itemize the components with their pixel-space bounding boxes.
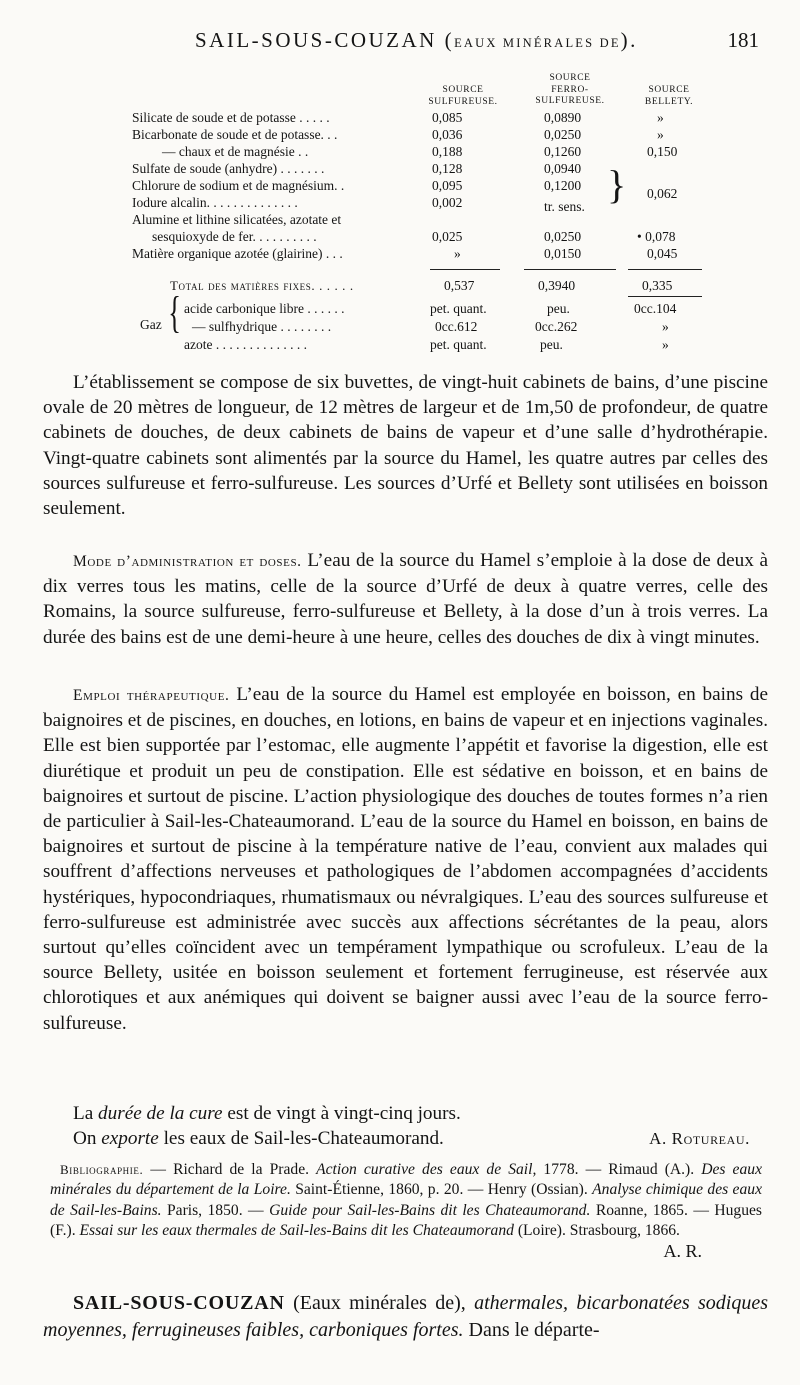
column-header-bellety — [634, 85, 704, 108]
row-label: Alumine et lithine silicatées, azotate et — [132, 212, 342, 227]
column-header-line: SULFUREUSE. — [535, 96, 605, 106]
cell-sulfureuse: 0,188 — [432, 144, 463, 159]
cell-bellety: » — [662, 319, 669, 334]
cell-ferro: 0,1260 — [544, 144, 582, 159]
text: est de vingt à vingt-cinq jours. — [222, 1103, 461, 1124]
bibliography-heading: Bibliographie. — [60, 1162, 144, 1177]
cell-sulfureuse: 0,095 — [432, 178, 463, 193]
cell-sulfureuse: 0cc.612 — [435, 319, 478, 334]
text: La — [73, 1103, 99, 1124]
cell-ferro: 0,0250 — [544, 229, 582, 244]
cell-sulfureuse: pet. quant. — [430, 337, 487, 352]
section-heading: Emploi thérapeutique. — [73, 687, 230, 704]
italic-title: Action curative des eaux de Sail, — [316, 1161, 537, 1178]
paragraph-text: L’eau de la source du Hamel est employée en boisson, en bains de baignoires et de piscines, en douches, en lotions, en bains de vapeur et en injections vaginales. Elle est bien supportée par l’estomac, elle augmente l’appétit et favorise la digestion, elle est diurétique et produit un peu de constipation. Elle est sédative en boisson, et en bains de baignoires et surtout de piscine. L’action physiologique des douches de toutes formes n’a rien de particulier à Sail-les-Chateaumorand. L’eau de la source du Hamel en boisson, en bains de baignoires et surtout de piscine à la température native de l’eau, convient aux malades qui souffrent d’affections nerveuses et pathologiques de l’abdomen accompagnées d’accidents hystériques, hypocondriaques, rhumatismaux ou névralgiques. L’eau des sources sulfureuse et ferro-sulfureuse est administrée avec succès aux affections sécrétantes de la peau, alors surtout qu’elles coïncident avec un tempérament lympathique ou scrofuleux. L’eau de la source Bellety, usitée en boisson seulement et fortement ferrugineuse, est réservée aux chlorotiques et aux anémiques qui doivent se baigner aussi avec l’eau de la source ferro-sulfureuse. — [43, 684, 768, 1034]
column-header-sulfureuse — [428, 85, 498, 108]
cell-ferro: 0,0150 — [544, 246, 582, 261]
brace-icon: } — [607, 162, 627, 207]
running-title-main: SAIL-SOUS-COUZAN ( — [195, 28, 455, 52]
row-label: acide carbonique libre . . . . . . — [184, 301, 345, 316]
row-label: — chaux et de magnésie . . — [162, 144, 309, 159]
paragraph-text: L’eau de la source du Hamel s’emploie à la dose de deux à dix verres tous les matins, celle de la source d’Urfé de deux à quatre verres, celle des Romains, la source sulfureuse, ferro-sulfureuse et Bellety, à la dose d’un à trois verres. La durée des bains est de une demi-heure à une heure, celles des douches de dix à vingt minutes. — [43, 550, 769, 648]
cell-bellety: » — [657, 127, 664, 142]
row-label: Iodure alcalin. . . . . . . . . . . . . . — [132, 195, 298, 210]
cell-ferro: 0,0890 — [544, 110, 582, 125]
cell-bellety: » — [657, 110, 664, 125]
row-label: Silicate de soude et de potasse . . . . . — [132, 110, 330, 125]
cell-ferro: tr. sens. — [544, 199, 585, 214]
cell-ferro: peu. — [547, 301, 570, 316]
paragraph-export — [43, 1126, 768, 1151]
column-header-line: SOURCE — [549, 73, 591, 83]
cell-bellety: 0,150 — [647, 144, 678, 159]
cell-bellety: 0cc.104 — [634, 301, 677, 316]
row-label: Bicarbonate de soude et de potasse. . . — [132, 127, 338, 142]
cell-ferro: 0,0940 — [544, 161, 582, 176]
cell-bellety: • 0,078 — [637, 229, 676, 244]
brace-icon: { — [168, 288, 181, 337]
cell-ferro: peu. — [540, 337, 563, 352]
text: (Eaux minérales de), — [284, 1292, 475, 1314]
column-header-line: SOURCE — [442, 85, 484, 95]
page-number: 181 — [727, 28, 759, 52]
running-title-small: EAUX MINÉRALES DE — [454, 36, 621, 50]
paragraph-next-entry — [43, 1290, 768, 1344]
italic-term: exporte — [101, 1128, 159, 1149]
gaz-label: Gaz — [140, 317, 162, 332]
cell-sulfureuse: pet. quant. — [430, 301, 487, 316]
cell-sulfureuse: 0,025 — [432, 229, 463, 244]
row-label: azote . . . . . . . . . . . . . . — [184, 337, 307, 352]
bibliography — [50, 1160, 762, 1261]
sum-rule — [430, 269, 500, 270]
total-sulfureuse: 0,537 — [444, 278, 475, 293]
cell-bellety: 0,062 — [647, 186, 678, 201]
sum-rule — [628, 296, 702, 297]
column-header-line: SOURCE — [648, 85, 690, 95]
column-header-line: SULFUREUSE. — [428, 96, 498, 107]
text: Roanne, 1865. — Hugues (F.). — [50, 1201, 762, 1239]
text: Dans le départe- — [463, 1319, 600, 1341]
paragraph-therapeutic — [43, 682, 768, 1036]
text: les eaux de Sail-les-Chateaumorand. — [158, 1128, 444, 1149]
cell-bellety: 0,045 — [647, 246, 678, 261]
row-label: — sulfhydrique . . . . . . . . — [192, 319, 332, 334]
italic-term: durée de la cure — [98, 1103, 223, 1124]
row-label: sesquioxyde de fer. . . . . . . . . . — [152, 229, 317, 244]
cell-bellety: » — [662, 337, 669, 352]
running-title — [195, 28, 638, 52]
cell-sulfureuse: 0,085 — [432, 110, 463, 125]
column-header-ferro-sulfureuse — [525, 73, 615, 108]
cell-sulfureuse: » — [454, 246, 461, 261]
total-bellety: 0,335 — [642, 278, 673, 293]
total-ferro: 0,3940 — [538, 278, 576, 293]
italic-title: Guide pour Sail-les-Bains dit les Chateaumorand. — [269, 1201, 591, 1219]
entry-headword: SAIL-SOUS-COUZAN — [73, 1292, 285, 1314]
text: On — [73, 1128, 102, 1149]
row-label: Chlorure de sodium et de magnésium. . — [132, 178, 345, 193]
cell-ferro: 0,1200 — [544, 178, 582, 193]
total-label: Total des matières fixes. . . . . . — [170, 278, 354, 293]
column-header-line: BELLETY. — [644, 96, 694, 107]
row-label: Matière organique azotée (glairine) . . . — [132, 246, 343, 261]
bibliography-signature: A. R. — [663, 1241, 702, 1262]
text: — Richard de la Prade. — [143, 1161, 317, 1178]
column-header-line: FERRO- — [551, 84, 589, 95]
sum-rule — [524, 269, 616, 270]
cell-sulfureuse: 0,002 — [432, 195, 463, 210]
sum-rule — [628, 269, 702, 270]
paragraph-duration — [43, 1101, 768, 1126]
text: Paris, 1850. — — [161, 1201, 270, 1219]
text: (Loire). Strasbourg, 1866. — [513, 1221, 680, 1239]
italic-title: Essai sur les eaux thermales de Sail-les-Bains dit les Chateaumorand — [79, 1221, 514, 1239]
author-signature: A. Rotureau. — [649, 1129, 750, 1148]
section-heading: Mode d’administration et doses. — [73, 553, 302, 570]
paragraph-administration — [43, 548, 768, 650]
running-title-close: ). — [620, 28, 638, 52]
paragraph-establishment: L’établissement se compose de six buvettes, de vingt-huit cabinets de bains, d’une piscine ovale de 20 mètres de longueur, de 12 mètres de largeur et de 1m,50 de profondeur, de quatre cabinets de douches, de deux cabinets de bains de vapeur et d’une salle d’hydrothérapie. Vingt-quatre cabinets sont alimentés par la source du Hamel, les quatre autres par celles des sources sulfureuse et ferro-sulfureuse. Les sources d’Urfé et Bellety sont utilisées en boisson seulement. — [43, 372, 768, 520]
cell-sulfureuse: 0,128 — [432, 161, 463, 176]
cell-ferro: 0,0250 — [544, 127, 582, 142]
row-label: Sulfate de soude (anhydre) . . . . . . . — [132, 161, 325, 176]
text: 1778. — Rimaud (A.). — [536, 1161, 702, 1178]
italic-title: Des eaux minérales du département de la Loire. — [50, 1161, 762, 1199]
italic-title: Analyse chimique des eaux de Sail-les-Bains. — [50, 1181, 762, 1219]
italic-text: athermales, bicarbonatées sodiques moyennes, ferrugineuses faibles, carboniques fortes. — [43, 1292, 768, 1341]
running-head — [195, 28, 765, 56]
cell-ferro: 0cc.262 — [535, 319, 578, 334]
cell-sulfureuse: 0,036 — [432, 127, 463, 142]
text: Saint-Étienne, 1860, p. 20. — Henry (Ossian). — [290, 1181, 593, 1199]
